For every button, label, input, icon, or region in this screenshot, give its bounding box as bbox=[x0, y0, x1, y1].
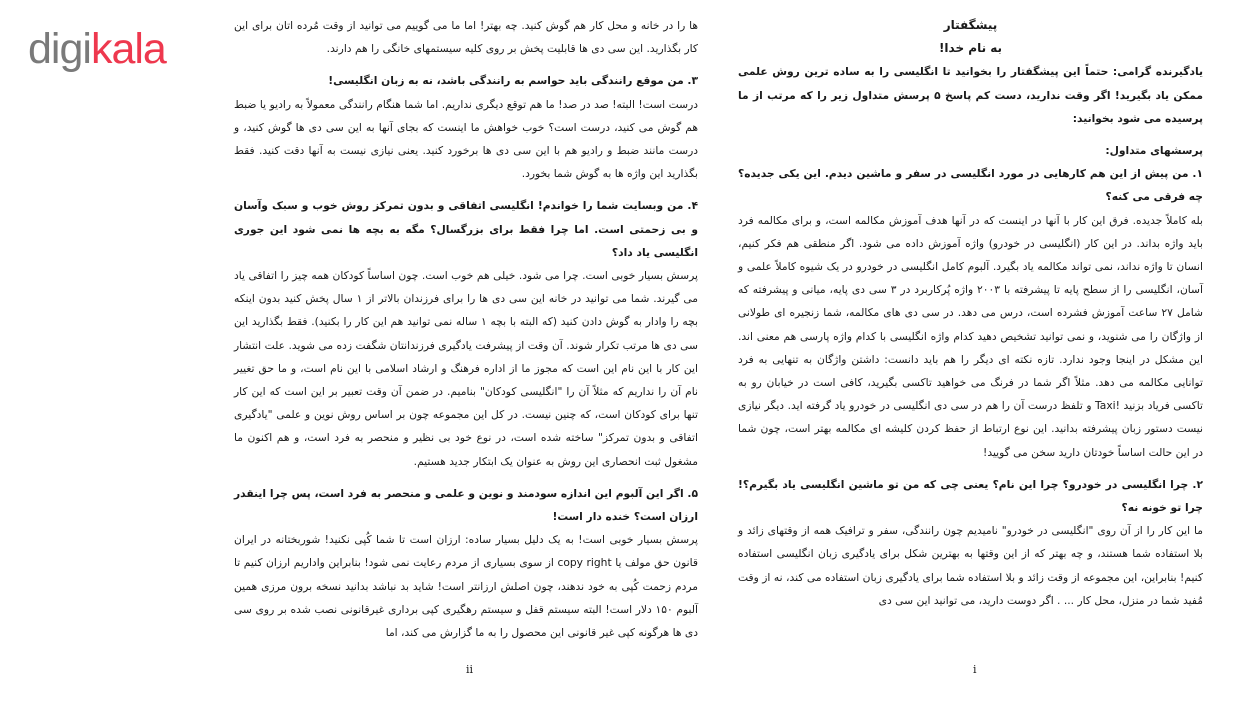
continuation-text: ها را در خانه و محل کار هم گوش کنید. چه بهتر! اما ما می گوییم می توانید از وقت مُرده اتان برای این کار بگذارید. این سی دی ها قابلیت پخش بر روی کلیه سیستمهای خانگی را هم دارند. bbox=[234, 19, 698, 56]
question-2: ۲. چرا انگلیسی در خودرو؟ چرا این نام؟ یعنی چی که من تو ماشین انگلیسی یاد بگیرم؟! چرا تو خونه نه؟ bbox=[738, 477, 1203, 515]
faq-heading: پرسشهای متداول: bbox=[1105, 144, 1203, 158]
question-5: ۵. اگر این آلبوم این اندازه سودمند و نوین و علمی و منحصر به فرد است، پس چرا اینقدر ارزان است؟ خنده دار است! bbox=[234, 486, 698, 524]
intro-text: یادگیرنده گرامی: حتماً این پیشگفتار را بخوانید تا انگلیسی را به ساده ترین روش علمی ممکن یاد بگیرید! اگر وقت ندارید، دست کم پاسخ ۵ پرسش متداول زیر را که مرتب از ما پرسیده می شود بخوانید: bbox=[738, 65, 1203, 125]
question-1: ۱. من پیش از این هم کارهایی در مورد انگلیسی در سفر و ماشین دیدم. این یکی جدیده؟ چه فرقی می کنه؟ bbox=[738, 167, 1203, 204]
page-title: پیشگفتار bbox=[943, 18, 998, 32]
page-subtitle: به نام خدا! bbox=[938, 41, 1003, 56]
right-page-number: i bbox=[973, 663, 977, 676]
question-4: ۴. من وبسایت شما را خواندم! انگلیسی اتفاقی و بدون تمرکز روش خوب و سبک وآسان و بی زحمتی است. اما چرا فقط برای بزرگسال؟ مگه به بچه ها نمی شود این جوری انگلیسی یاد داد؟ bbox=[234, 199, 698, 259]
logo-part-gray: digi bbox=[28, 25, 91, 73]
answer-2: ما این کار را از آن روی "انگلیسی در خودرو" نامیدیم چون رانندگی، سفر و ترافیک همه از وقتهای زائد و بلا استفاده شما هستند، و چه بهتر که از این وقتها به بهترین شکل برای یادگیری زبان انگلیسی استفاده کنیم! بنابراین، این مجموعه از وقت زائد و بلا استفاده شما برای یادگیری زبان استفاده می کند، نه از وقت مُفید شما در منزل، محل کار ... . اگر دوست دارید، می توانید این سی دی bbox=[738, 524, 1203, 607]
answer-5: پرسش بسیار خوبی است! به یک دلیل بسیار ساده: ارزان است تا شما کُپی نکنید! شوربختانه در ایران قانون حق مولف یا copy right از سوی بسیاری از مردم رعایت نمی شود! بنابراین واداریم ارزان کنیم تا مردم زحمت کُپی به خود ندهند، چون اصلش ارزانتر است! شاید بد نباشد بدانید نسخه برون مرزی همین آلبوم ۱۵۰ دلار است! البته سیستم قفل و سیستم رهگیری کپی برداری غیرقانونی نصب شده بر روی سی دی ها هرگونه کپی غیر قانونی این محصول را به ما گزارش می کند، اما bbox=[234, 533, 698, 640]
digikala-logo[interactable] bbox=[28, 25, 166, 73]
right-page bbox=[738, 14, 1203, 612]
left-page-number: ii bbox=[466, 663, 474, 676]
answer-3: درست است! البته! صد در صد! ما هم توقع دیگری نداریم. اما شما هنگام رانندگی معمولاً به رادیو یا ضبط هم گوش می کنید، درست است؟ خوب خواهش ما اینست که بجای آنها به این سی دی ها گوش کنید، و درست مانند ضبط و رادیو هم با این سی دی ها برخورد کنید. یعنی نیازی نیست به آنها دقت کنید. فقط بگذارید این واژه ها به گوش شما بخورد. bbox=[234, 97, 698, 181]
answer-1: بله کاملاً جدیده. فرق این کار با آنها در اینست که در آنها هدف آموزش مکالمه است، و برای مکالمه فرد باید واژه بداند. در این کار (انگلیسی در خودرو) واژه آموزش داده می شود. اگر منطقی هم فکر کنیم، انسان تا واژه نداند، نمی تواند مکالمه یاد بگیرد. آلبوم کامل انگلیسی در خودرو در یک شیوه کاملاً علمی و آسان، انگلیسی را از سطح پایه تا پیشرفته با ۲۰۰۳ واژه پُرکاربرد در ۳ سی دی پایه، میانی و پیشرفته که شامل ۲۷ ساعت آموزش فشرده است، درس می دهد. در سی دی های مکالمه، شما زنجیره ای طولانی از واژگان را می شنوید، و نمی توانید تشخیص دهید کدام واژه انگلیسی با کدام واژه پارسی هم معنی اند. این مشکل در اینجا وجود ندارد. تازه نکته ای دیگر را هم باید دانست: داشتن واژگان به تنهایی به فرد توانایی مکالمه می دهد. مثلاً اگر شما در فرنگ می خواهید تاکسی بگیرید، کافی است در خیابان رو به تاکسی فریاد بزنید !Taxi و تلفظ درست آن را هم در سی دی انگلیسی در خودرو یاد گرفته اید. دیگر نیازی نیست دستور زبان پیشرفته بدانید. این نوع ارتباط از حفظ کردن کلیشه ای مکالمه بهتر است، چون شما در این حالت اساساً خودتان دارید سخن می گویید! bbox=[738, 213, 1203, 459]
answer-4: پرسش بسیار خوبی است. چرا می شود. خیلی هم خوب است. چون اساساً کودکان همه چیز را اتفاقی یاد می گیرند. شما می توانید در خانه این سی دی ها را برای فرزندان بالاتر از ۱ سال پخش کنید بدون اینکه بچه را وادار به گوش دادن کنید (که البته با بچه ۱ ساله نمی توانید هم این کار را بکنید). فقط بگذارید این سی دی ها مرتب تکرار شوند. آن وقت از پیشرفت یادگیری فرزندانتان شگفت زده می شوید. علت انتشار این کار با این نام این است که مجوز ما از اداره فرهنگ و ارشاد اسلامی با این نام است، و ما حق تغییر نام آن را نداریم که مثلاً آن را "انگلیسی کودکان" بنامیم. در ضمن آن وقت تعبیر بر این است که این کار تنها برای کودکان است، که چنین نیست. در کل این مجموعه چون بر اساس روش نوین و علمی "یادگیری اتفاقی و بدون تمرکز" ساخته شده است، در نوع خود بی نظیر و منحصر به فرد است، و هم اکنون ما مشغول ثبت انحصاری این روش به عنوان یک ابتکار جدید هستیم. bbox=[234, 269, 699, 468]
logo-part-red: kala bbox=[90, 25, 166, 73]
question-3: ۳. من موقع رانندگی باید حواسم به رانندگی باشد، نه به زبان انگلیسی! bbox=[328, 74, 698, 88]
left-page bbox=[234, 14, 698, 644]
